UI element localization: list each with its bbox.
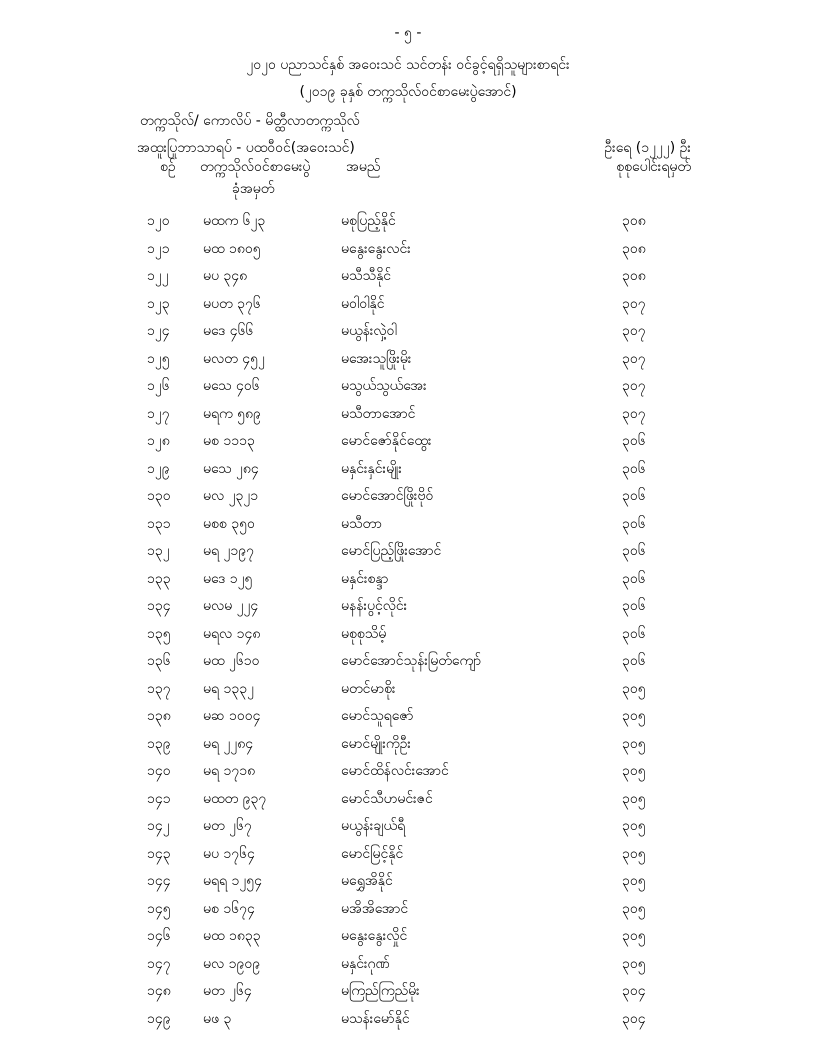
table-row xyxy=(0,538,816,566)
page-number: - ၅ - xyxy=(394,25,422,41)
student-name: မယွန်းလှဲ့ဝါ xyxy=(341,323,397,339)
total-score: ၃၀၆ xyxy=(622,653,646,669)
column-header-roll-line2: ခုံအမှတ် xyxy=(232,181,275,197)
row-number: ၁၄၄ xyxy=(147,873,171,889)
student-name: မနွေးနွေးလှိုင် xyxy=(341,928,408,944)
total-score: ၃၀၇ xyxy=(622,323,646,339)
student-name: မစုစုသိမ့် xyxy=(341,625,387,642)
row-number: ၁၂၄ xyxy=(147,323,170,339)
total-score: ၃၀၅ xyxy=(622,735,646,752)
total-score: ၃၀၈ xyxy=(622,268,646,284)
student-name: မသွယ်သွယ်အေး xyxy=(341,378,427,394)
roll-number: မပ ၃၄၈ xyxy=(203,268,248,284)
table-row xyxy=(0,676,816,704)
row-number: ၁၃၂ xyxy=(147,543,170,559)
student-name: မရွှေအိနိုင် xyxy=(341,873,393,889)
student-name: မနန်းပွင့်လိုင်း xyxy=(341,598,408,614)
roll-number: မပတ ၃၇၆ xyxy=(203,295,261,312)
row-number: ၁၄၆ xyxy=(147,928,171,944)
student-name: မောင်ဇော်နိုင်ထွေး xyxy=(341,433,432,449)
table-row xyxy=(0,483,816,511)
roll-number: မရ ၂၂၈၄ xyxy=(203,735,254,752)
total-score: ၃၀၅ xyxy=(622,845,646,862)
student-name: မသီသီနိုင် xyxy=(341,268,392,284)
student-name: မနှင်းစန္ဒာ xyxy=(341,570,389,587)
roll-number: မတ ၂၆၄ xyxy=(203,983,252,999)
table-row xyxy=(0,291,816,319)
total-score: ၃၀၅ xyxy=(622,818,646,834)
student-name: မအေးသူဖြိုးမိုး xyxy=(341,350,412,367)
total-score: ၃၀၅ xyxy=(622,900,646,917)
total-score: ၃၀၇ xyxy=(622,295,646,312)
document-title: ၂၀၂၀ ပညာသင်နှစ် အဝေးသင် သင်တန်း ဝင်ခွင့်ရရှိသူများစာရင်း xyxy=(246,57,570,73)
row-number: ၁၄၉ xyxy=(147,1010,171,1027)
row-number: ၁၃၁ xyxy=(147,515,171,532)
student-name: မောင်သူရဇော် xyxy=(341,708,414,724)
results-table xyxy=(0,208,816,1033)
column-header-no: စဉ် xyxy=(160,159,176,175)
row-number: ၁၂၀ xyxy=(147,213,170,229)
total-score: ၃၀၆ xyxy=(622,515,646,532)
total-score: ၃၀၅ xyxy=(622,790,646,807)
column-header-name: အမည် xyxy=(346,159,381,175)
roll-number: မလမ ၂၂၄ xyxy=(203,598,259,614)
total-score: ၃၀၆ xyxy=(622,598,646,614)
roll-number: မထက ၆၂၃ xyxy=(203,213,266,229)
roll-number: မထ ၁၈၀၅ xyxy=(203,240,261,257)
row-number: ၁၃၀ xyxy=(147,488,171,504)
row-number: ၁၂၉ xyxy=(147,460,170,477)
table-row xyxy=(0,841,816,869)
total-score: ၃၀၇ xyxy=(622,378,646,394)
total-score: ၃၀၆ xyxy=(622,543,646,559)
student-name: မသီတာအောင် xyxy=(341,405,416,422)
table-row xyxy=(0,593,816,621)
row-number: ၁၄၇ xyxy=(147,955,171,972)
total-score: ၃၀၇ xyxy=(622,405,646,422)
total-score: ၃၀၅ xyxy=(622,708,646,724)
total-score: ၃၀၆ xyxy=(622,460,646,477)
table-row xyxy=(0,758,816,786)
table-row xyxy=(0,896,816,924)
student-name: မောင်ထိန်လင်းအောင် xyxy=(341,763,449,779)
row-number: ၁၃၃ xyxy=(147,570,171,587)
column-header-score: စုစုပေါင်းရမှတ် xyxy=(616,159,691,175)
column-header-roll: တက္ကသိုလ်ဝင်စာမေးပွဲ xyxy=(200,159,311,175)
table-row xyxy=(0,1006,816,1034)
roll-number: မသေ ၄၀၆ xyxy=(203,378,260,394)
student-name: မယွန်းချယ်ရီ xyxy=(341,818,406,834)
row-number: ၁၄၂ xyxy=(147,818,170,834)
table-row xyxy=(0,428,816,456)
row-number: ၁၂၅ xyxy=(147,350,170,367)
row-number: ၁၃၉ xyxy=(147,735,171,752)
roll-number: မရ ၁၇၁၈ xyxy=(203,763,256,779)
roll-number: မရလ ၁၄၈ xyxy=(203,625,261,642)
total-count-heading: ဦးရေ (၁၂၂၂) ဦး xyxy=(604,140,691,156)
student-name: မကြည်ကြည်မိုး xyxy=(341,983,420,999)
table-row xyxy=(0,263,816,291)
table-row xyxy=(0,456,816,484)
row-number: ၁၄၈ xyxy=(147,983,171,999)
student-name: မအိအိအောင် xyxy=(341,900,409,917)
total-score: ၃၀၅ xyxy=(622,873,646,889)
student-name: မောင်သီဟမင်းဇင် xyxy=(341,790,433,807)
row-number: ၁၄၅ xyxy=(147,900,171,917)
university-line: တက္ကသိုလ်/ ကောလိပ် - မိတ္ထီလာတက္ကသိုလ် xyxy=(140,113,360,129)
table-row xyxy=(0,923,816,951)
total-score: ၃၀၅ xyxy=(622,763,646,779)
table-row xyxy=(0,868,816,896)
roll-number: မတ ၂၆၇ xyxy=(203,818,252,834)
roll-number: မထတ ၉၃၇ xyxy=(203,790,267,807)
student-name: မောင်ပြည့်ဖြိုးအောင် xyxy=(341,543,442,559)
student-name: မနှင်းဂုဏ် xyxy=(341,955,390,972)
table-row xyxy=(0,621,816,649)
total-score: ၃၀၆ xyxy=(622,625,646,642)
student-name: မစုပြည့်နိုင် xyxy=(341,213,396,229)
total-score: ၃၀၈ xyxy=(622,213,646,229)
row-number: ၁၄၀ xyxy=(147,763,171,779)
roll-number: မစ ၁၆၇၄ xyxy=(203,900,255,917)
row-number: ၁၃၄ xyxy=(147,598,171,614)
student-name: မောင်မျိုးကိုဦး xyxy=(341,735,411,752)
row-number: ၁၃၆ xyxy=(147,653,171,669)
total-score: ၃၀၄ xyxy=(622,1010,646,1027)
subject-line: အထူးပြုဘာသာရပ် - ပထဝီဝင်(အဝေးသင်) xyxy=(137,140,355,156)
total-score: ၃၀၈ xyxy=(622,240,646,257)
roll-number: မထ ၁၈၃၃ xyxy=(203,928,261,944)
row-number: ၁၃၈ xyxy=(147,708,171,724)
roll-number: မလ ၂၃၂၁ xyxy=(203,488,259,504)
row-number: ၁၂၁ xyxy=(147,240,170,257)
table-row xyxy=(0,786,816,814)
row-number: ၁၂၂ xyxy=(147,268,169,284)
roll-number: မဒေ ၁၂၅ xyxy=(203,570,253,587)
table-row xyxy=(0,978,816,1006)
table-row xyxy=(0,318,816,346)
roll-number: မဆ ၁၀၀၄ xyxy=(203,708,261,724)
roll-number: မရ ၁၃၃၂ xyxy=(203,680,254,697)
roll-number: မစ ၁၁၁၃ xyxy=(203,433,255,449)
table-row xyxy=(0,648,816,676)
student-name: မသန်းမော်နိုင် xyxy=(341,1010,410,1027)
student-name: မောင်အောင်သုန်းမြတ်ကျော် xyxy=(341,653,482,669)
student-name: မနှင်းနှင်းမျိုး xyxy=(341,460,402,477)
student-name: မောင်မြင့်နိုင် xyxy=(341,845,404,862)
table-row xyxy=(0,511,816,539)
roll-number: မဒေ ၄၆၆ xyxy=(203,323,254,339)
row-number: ၁၄၁ xyxy=(147,790,171,807)
roll-number: မထ ၂၆၁၀ xyxy=(203,653,260,669)
roll-number: မရက ၅၈၉ xyxy=(203,405,261,422)
student-name: မတင်မာစိုး xyxy=(341,680,396,697)
row-number: ၁၂၈ xyxy=(147,433,170,449)
table-row xyxy=(0,731,816,759)
table-row xyxy=(0,401,816,429)
table-row xyxy=(0,208,816,236)
total-score: ၃၀၇ xyxy=(622,350,646,367)
table-row xyxy=(0,373,816,401)
table-row xyxy=(0,813,816,841)
total-score: ၃၀၅ xyxy=(622,955,646,972)
total-score: ၃၀၄ xyxy=(622,983,646,999)
student-name: မနွေးနွေးလင်း xyxy=(341,240,411,257)
student-name: မဝါဝါနိုင် xyxy=(341,295,385,312)
roll-number: မလ ၁၉၀၉ xyxy=(203,955,261,972)
table-row xyxy=(0,951,816,979)
total-score: ၃၀၆ xyxy=(622,433,646,449)
table-row xyxy=(0,236,816,264)
total-score: ၃၀၅ xyxy=(622,928,646,944)
row-number: ၁၂၃ xyxy=(147,295,170,312)
row-number: ၁၄၃ xyxy=(147,845,171,862)
row-number: ၁၃၇ xyxy=(147,680,171,697)
roll-number: မရ ၂၁၉၇ xyxy=(203,543,254,559)
roll-number: မလတ ၄၅၂ xyxy=(203,350,265,367)
total-score: ၃၀၆ xyxy=(622,570,646,587)
total-score: ၃၀၅ xyxy=(622,680,646,697)
student-name: မသီတာ xyxy=(341,515,382,532)
student-name: မောင်အောင်ဖြိုးဗိုဝ် xyxy=(341,488,434,504)
roll-number: မဖ ၃ xyxy=(203,1010,232,1027)
document-subtitle: (၂၀၁၉ ခုနှစ် တက္ကသိုလ်ဝင်စာမေးပွဲအောင်) xyxy=(299,84,517,100)
total-score: ၃၀၆ xyxy=(622,488,646,504)
table-row xyxy=(0,346,816,374)
roll-number: မရရ ၁၂၅၄ xyxy=(203,873,263,889)
row-number: ၁၃၅ xyxy=(147,625,171,642)
roll-number: မပ ၁၇၆၄ xyxy=(203,845,255,862)
row-number: ၁၂၇ xyxy=(147,405,170,422)
roll-number: မစစ ၃၅၀ xyxy=(203,515,255,532)
table-row xyxy=(0,566,816,594)
roll-number: မသေ ၂၈၄ xyxy=(203,460,259,477)
row-number: ၁၂၆ xyxy=(147,378,170,394)
table-row xyxy=(0,703,816,731)
